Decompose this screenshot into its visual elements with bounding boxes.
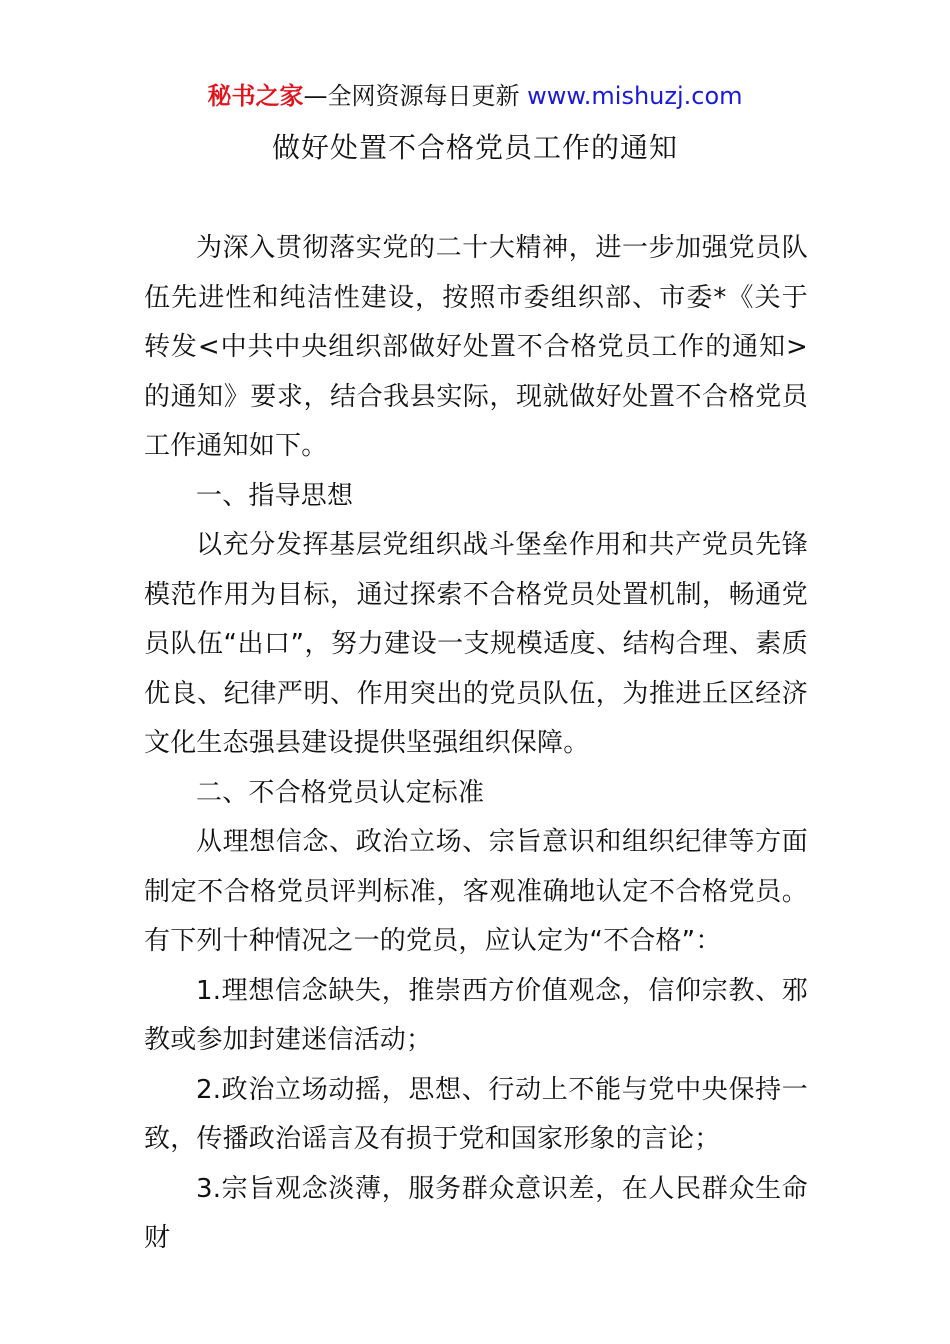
- site-header: [0, 80, 950, 112]
- brand-name: 秘书之家: [207, 82, 304, 110]
- criteria-item-1: 1.理想信念缺失，推崇西方价值观念，信仰宗教、邪教或参加封建迷信活动；: [144, 975, 808, 1055]
- criteria-paragraph: 从理想信念、政治立场、宗旨意识和组织纪律等方面制定不合格党员评判标准，客观准确地认定不合格党员。有下列十种情况之一的党员，应认定为“不合格”：: [144, 827, 808, 956]
- guiding-principle-paragraph: 以充分发挥基层党组织战斗堡垒作用和共产党员先锋模范作用为目标，通过探索不合格党员处置机制，畅通党员队伍“出口”，努力建设一支规模适度、结构合理、素质优良、纪律严明、作用突出的党员队伍，为推进丘区经济文化生态强县建设提供坚强组织保障。: [144, 530, 808, 758]
- document-body: [144, 224, 808, 1264]
- intro-paragraph: 为深入贯彻落实党的二十大精神，进一步加强党员队伍先进性和纯洁性建设，按照市委组织部、市委*《关于转发<中共中央组织部做好处置不合格党员工作的通知>的通知》要求，结合我县实际，现就做好处置不合格党员工作通知如下。: [144, 233, 808, 461]
- site-url-link[interactable]: www.mishuzj.com: [527, 82, 743, 110]
- document-title: 做好处置不合格党员工作的通知: [271, 131, 678, 164]
- header-tagline: —全网资源每日更新: [303, 82, 520, 110]
- section-heading-1: 一、指导思想: [196, 480, 354, 511]
- criteria-item-2: 2.政治立场动摇，思想、行动上不能与党中央保持一致，传播政治谣言及有损于党和国家形象的言论；: [144, 1074, 808, 1154]
- section-heading-2: 二、不合格党员认定标准: [196, 777, 485, 808]
- criteria-item-3: 3.宗旨观念淡薄，服务群众意识差，在人民群众生命财: [144, 1173, 808, 1253]
